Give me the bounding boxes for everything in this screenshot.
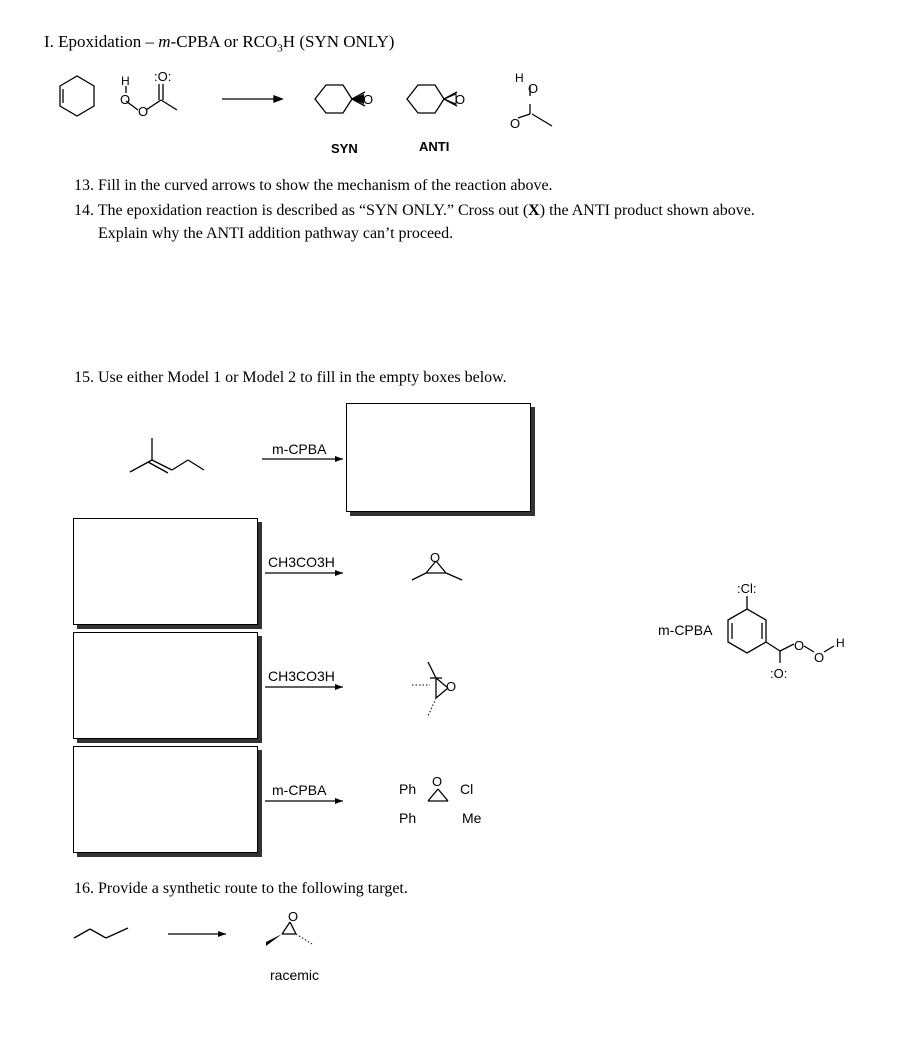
syn-label: SYN — [331, 141, 358, 156]
svg-text:O: O — [814, 650, 825, 665]
r4-cl: Cl — [460, 781, 474, 797]
r3-reagent: CH3CO3H — [268, 668, 335, 684]
svg-text:O: O — [288, 909, 299, 924]
question-13: 13. Fill in the curved arrows to show the mechanism of the reaction above. — [74, 177, 553, 194]
q14-text-end: ) the ANTI product shown above. — [539, 202, 755, 219]
svg-text:O: O — [455, 92, 466, 107]
title-end: H (SYN ONLY) — [282, 32, 395, 51]
svg-text:O: O — [120, 92, 131, 107]
mcpba-label: m-CPBA — [658, 622, 713, 638]
r4-ph1: Ph — [399, 781, 417, 797]
svg-text:O: O — [363, 92, 374, 107]
svg-text:O: O — [432, 774, 443, 789]
q14-text: 14. The epoxidation reaction is described as “SYN ONLY.” Cross out ( — [74, 202, 529, 219]
r4-me: Me — [462, 810, 482, 826]
q14-x: X — [528, 202, 540, 219]
svg-text::O:: :O: — [154, 69, 172, 84]
title-rest: -CPBA or RCO — [170, 32, 278, 51]
svg-text:H: H — [836, 636, 845, 650]
svg-text:O: O — [510, 116, 521, 131]
racemic-label: racemic — [270, 967, 320, 983]
mcpba-structure — [640, 570, 860, 700]
svg-text:O: O — [430, 550, 441, 565]
title-prefix: I. Epoxidation – — [44, 32, 159, 51]
r4-ph2: Ph — [399, 810, 417, 826]
svg-text:O: O — [528, 81, 539, 96]
cyclohexene-ring — [60, 76, 94, 116]
svg-text:O: O — [138, 104, 149, 119]
anti-label: ANTI — [419, 139, 450, 154]
question-14 — [74, 198, 755, 223]
svg-text::O:: :O: — [770, 666, 788, 681]
r1-reagent: m-CPBA — [272, 441, 327, 457]
question-15: 15. Use either Model 1 or Model 2 to fill in the empty boxes below. — [74, 369, 507, 386]
svg-text:O: O — [446, 679, 457, 694]
q16-scheme — [0, 900, 904, 1000]
svg-text:H: H — [121, 74, 130, 88]
r4-reagent: m-CPBA — [272, 782, 327, 798]
svg-text:H: H — [515, 71, 524, 85]
epoxidation-scheme — [0, 0, 904, 170]
svg-text::Cl:: :Cl: — [737, 581, 757, 596]
title-reagent-italic: m — [158, 32, 171, 51]
question-14-line2: Explain why the ANTI addition pathway can’t proceed. — [98, 225, 454, 242]
r2-reagent: CH3CO3H — [268, 554, 335, 570]
question-16: 16. Provide a synthetic route to the following target. — [74, 880, 408, 897]
svg-text:O: O — [794, 638, 805, 653]
title-sub: 3 — [277, 42, 283, 55]
